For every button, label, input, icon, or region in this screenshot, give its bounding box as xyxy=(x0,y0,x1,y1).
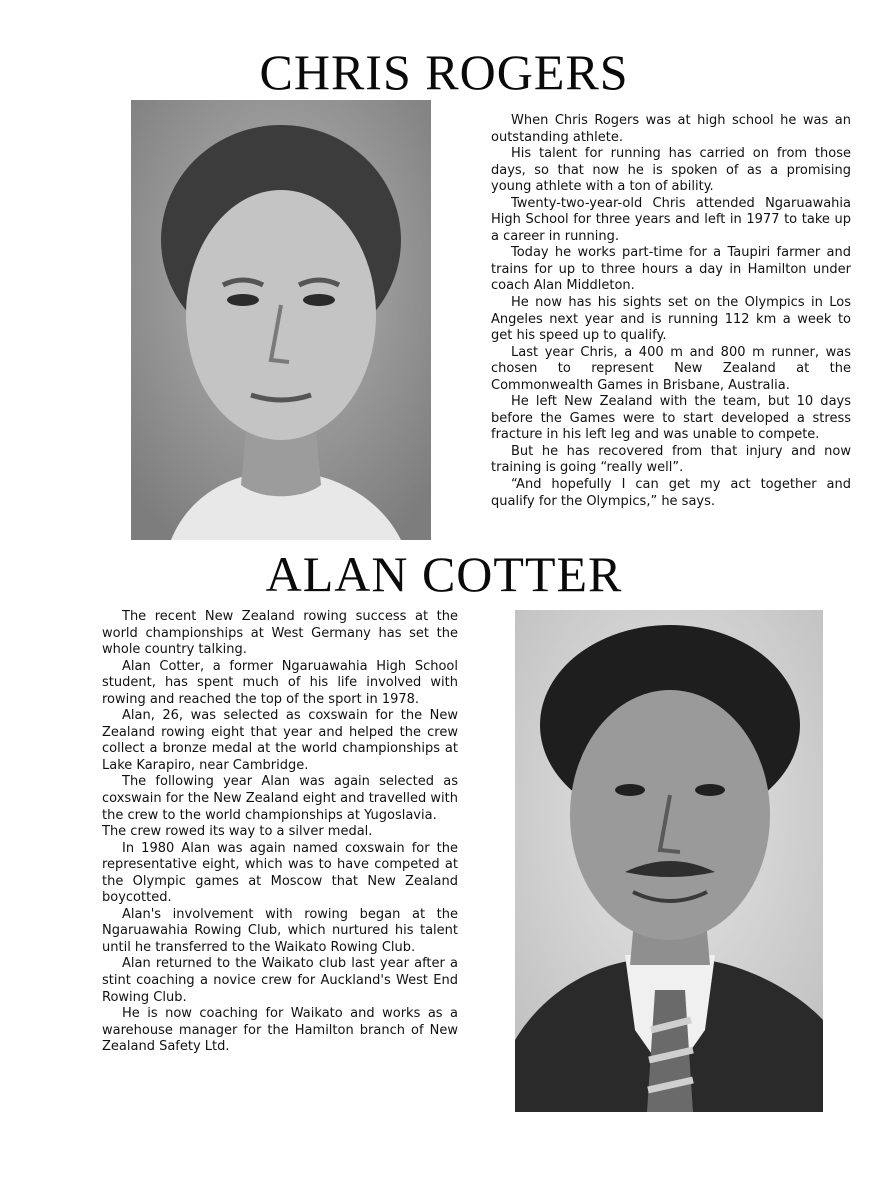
paragraph: He is now coaching for Waikato and works as a warehouse manager for the Hamilton branch of New Zealand Safety Ltd. xyxy=(102,1006,458,1055)
paragraph: Today he works part-time for a Taupiri farmer and trains for up to three hours a day in Hamilton under coach Alan Middleton. xyxy=(491,245,851,294)
paragraph: But he has recovered from that injury and now training is going “really well”. xyxy=(491,443,851,476)
paragraph: “And hopefully I can get my act together and qualify for the Olympics,” he says. xyxy=(491,477,851,509)
portrait-photo-icon xyxy=(515,610,823,1112)
paragraph: In 1980 Alan was again named coxswain for the representative eight, which was to have competed at the Olympic games at Moscow that New Zealand boycotted. xyxy=(102,840,458,906)
paragraph: Twenty-two-year-old Chris attended Ngaruawahia High School for three years and left in 1977 to take up a career in running. xyxy=(491,195,851,244)
portrait-photo-icon xyxy=(131,100,431,540)
paragraph: Last year Chris, a 400 m and 800 m runner, was chosen to represent New Zealand at the Commonwealth Games in Brisbane, Australia. xyxy=(491,344,851,393)
paragraph: The recent New Zealand rowing success at the world championships at West Germany has set the whole country talking. xyxy=(102,609,458,658)
paragraph: He left New Zealand with the team, but 10 days before the Games were to start developed a stress fracture in his left leg and was unable to compete. xyxy=(491,394,851,443)
paragraph: When Chris Rogers was at high school he was an outstanding athlete. xyxy=(491,113,851,145)
chris-rogers-article-text xyxy=(491,113,851,510)
article-title-alan-cotter: ALAN COTTER xyxy=(265,546,623,602)
article-title-chris-rogers: CHRIS ROGERS xyxy=(259,44,629,100)
paragraph: The crew rowed its way to a silver medal. xyxy=(102,824,373,840)
paragraph: Alan Cotter, a former Ngaruawahia High School student, has spent much of his life involved with rowing and reached the top of the sport in 1978. xyxy=(102,658,458,707)
paragraph: He now has his sights set on the Olympics in Los Angeles next year and is running 112 km a week to get his speed up to qualify. xyxy=(491,295,851,344)
chris-rogers-portrait-photo xyxy=(131,100,431,540)
paragraph: His talent for running has carried on from those days, so that now he is spoken of as a promising young athlete with a ton of ability. xyxy=(491,146,851,195)
alan-cotter-article-text xyxy=(102,609,458,1056)
paragraph: Alan returned to the Waikato club last year after a stint coaching a novice crew for Auckland's West End Rowing Club. xyxy=(102,956,458,1005)
paragraph: Alan's involvement with rowing began at the Ngaruawahia Rowing Club, which nurtured his talent until he transferred to the Waikato Rowing Club. xyxy=(102,906,458,955)
paragraph: The following year Alan was again selected as coxswain for the New Zealand eight and travelled with the crew to the world championships at Yugoslavia. xyxy=(102,774,458,823)
alan-cotter-portrait-photo xyxy=(515,610,823,1112)
paragraph: Alan, 26, was selected as coxswain for the New Zealand rowing eight that year and helped the crew collect a bronze medal at the world championships at Lake Karapiro, near Cambridge. xyxy=(102,708,458,773)
